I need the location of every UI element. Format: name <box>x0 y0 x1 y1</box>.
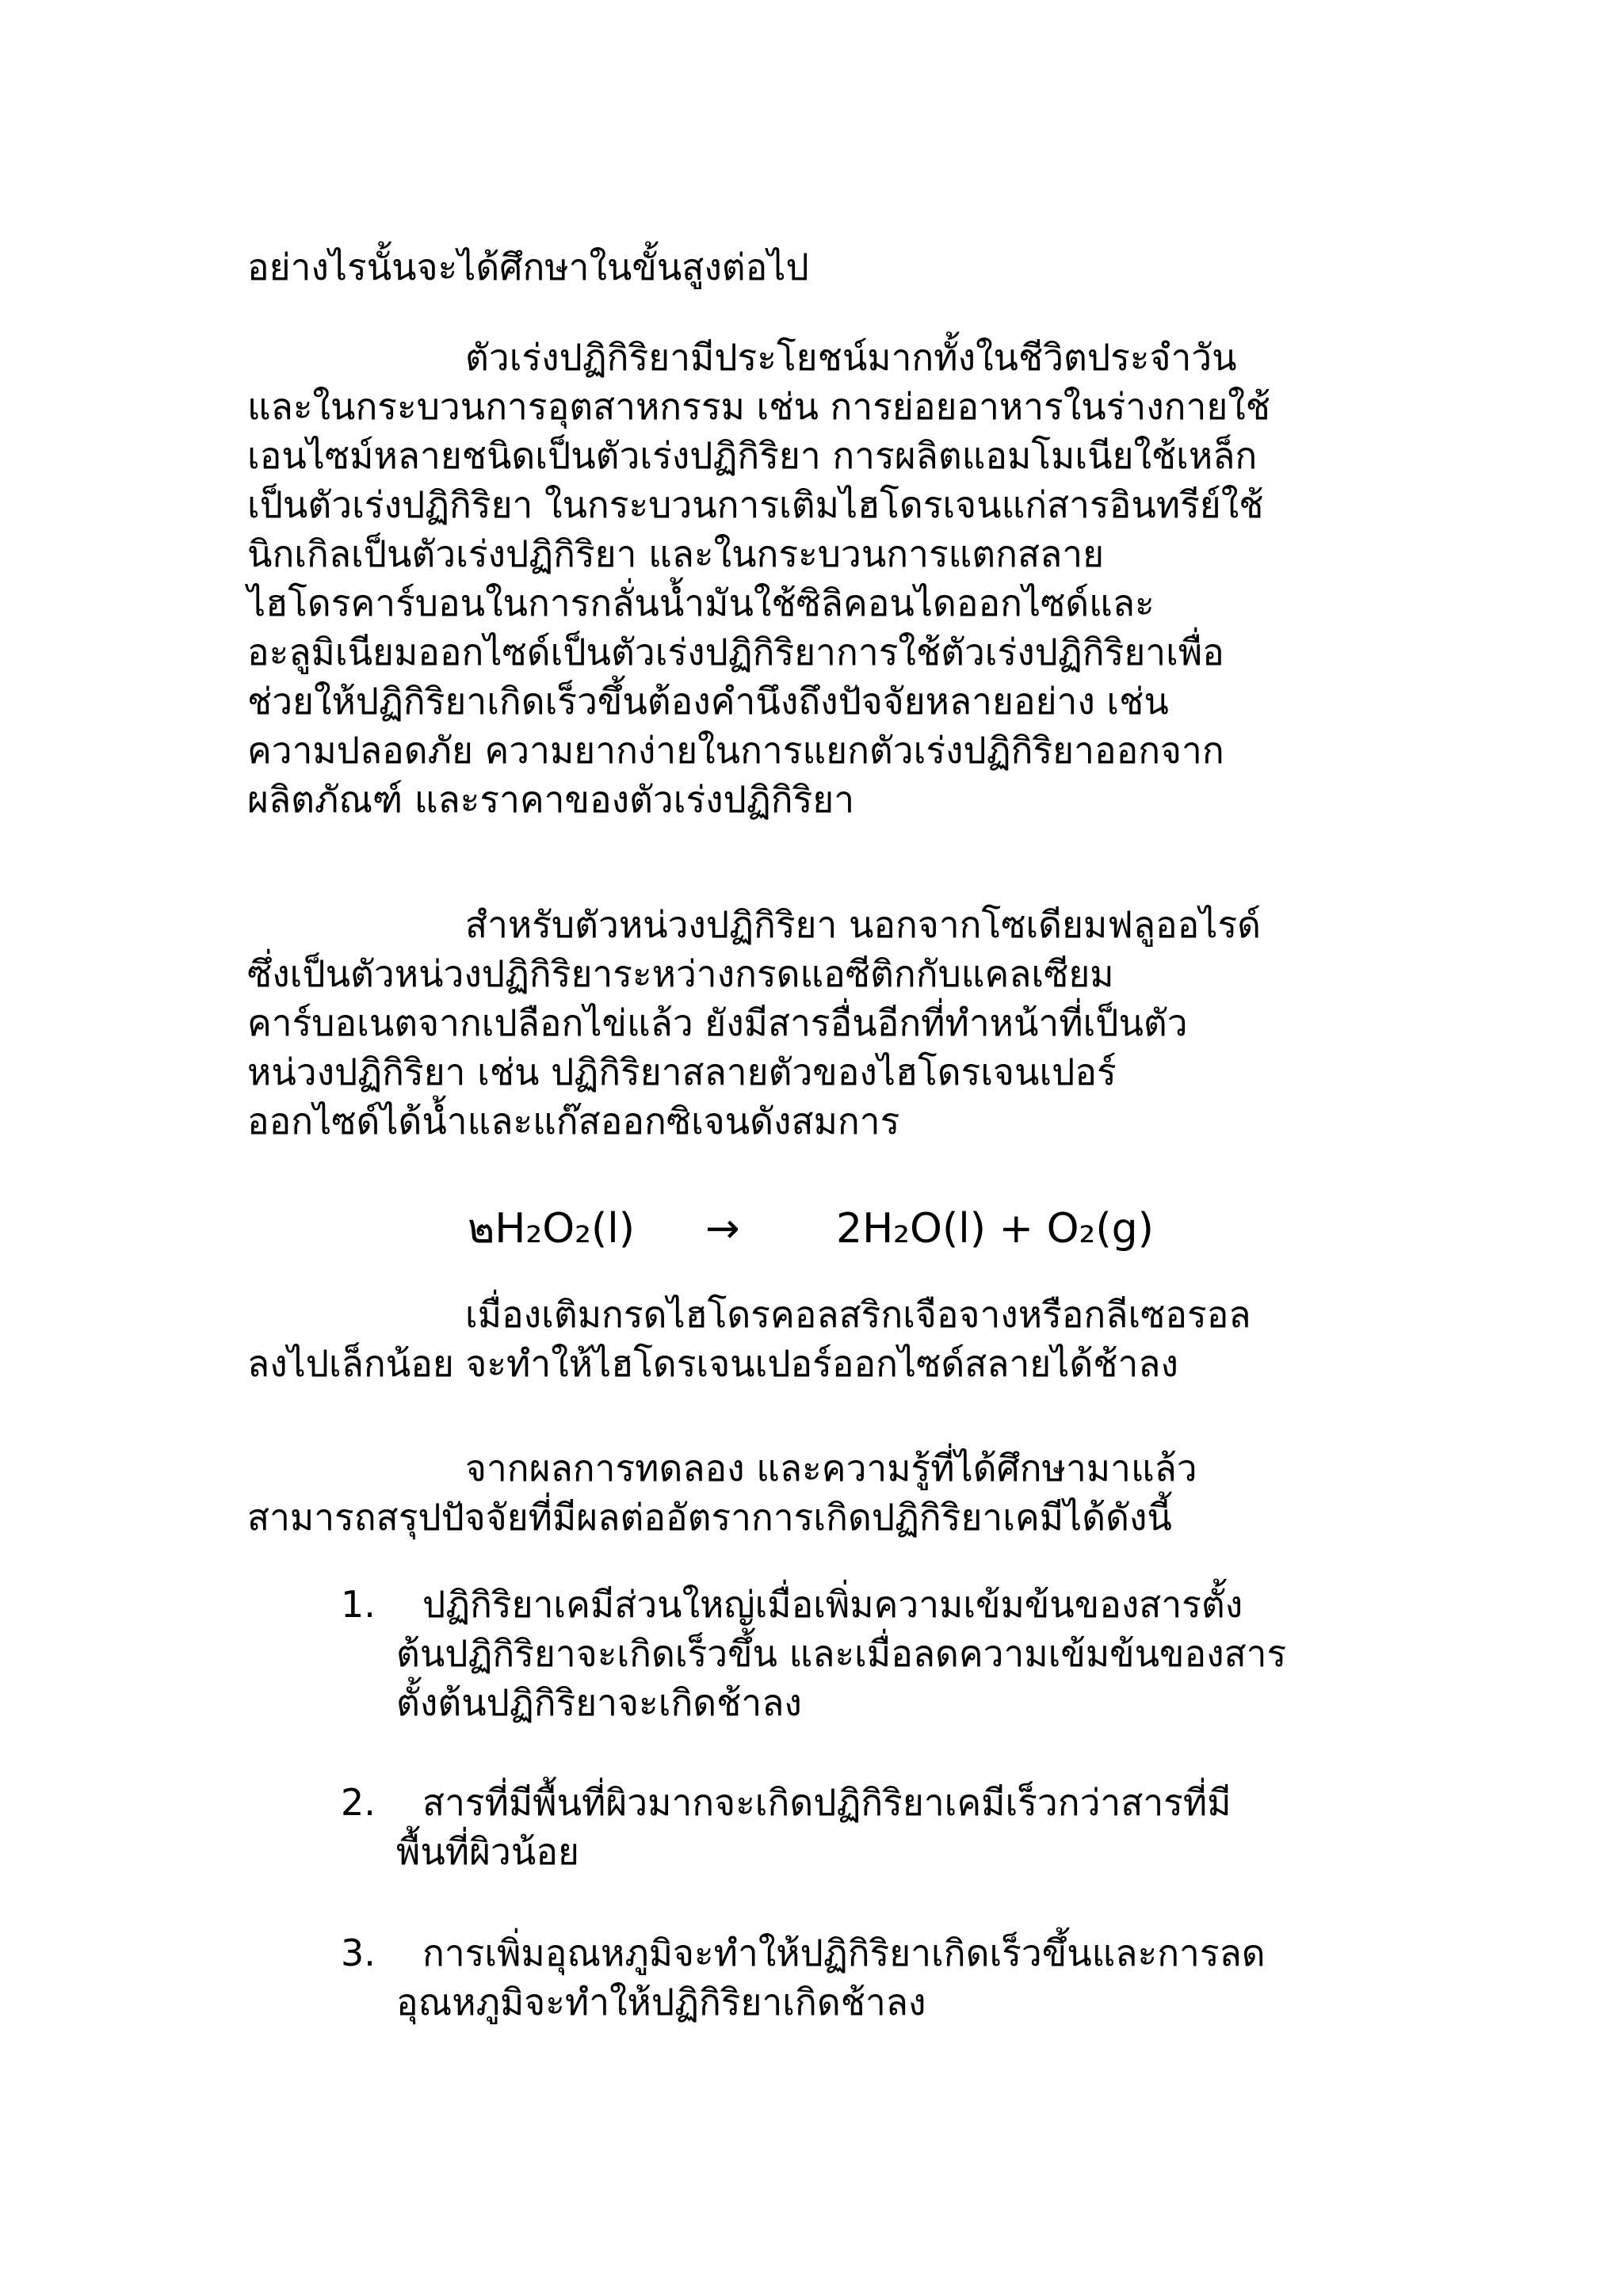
paragraph-inhibitors <box>247 900 1404 1146</box>
text-line: อุณหภูมิจะทำให้ปฏิกิริยาเกิดช้าลง <box>396 1981 926 2023</box>
text-line: นิกเกิลเป็นตัวเร่งปฏิกิริยา และในกระบวนการแตกสลาย <box>247 532 1105 575</box>
text-line: ตัวเร่งปฏิกิริยามีประโยชน์มากทั้งในชีวิตประจำวัน <box>465 336 1237 379</box>
text-line: จากผลการทดลอง และความรู้ที่ได้ศึกษามาแล้ว <box>465 1447 1197 1489</box>
list-item-text <box>396 1580 1403 1727</box>
text-line: ออกไซด์ได้น้ำและแก๊สออกซิเจนดังสมการ <box>247 1100 900 1142</box>
list-item-text <box>396 1928 1403 2027</box>
text-line: เป็นตัวเร่งปฏิกิริยา ในกระบวนการเติมไฮโดรเจนแก่สารอินทรีย์ใช้ <box>247 483 1264 526</box>
text-line: ช่วยให้ปฏิกิริยาเกิดเร็วขึ้นต้องคำนึงถึงปัจจัยหลายอย่าง เช่น <box>247 680 1169 723</box>
paragraph-catalyst-uses <box>247 333 1404 824</box>
text-line: การเพิ่มอุณหภูมิจะทำให้ปฏิกิริยาเกิดเร็วขึ้นและการลด <box>422 1932 1266 1974</box>
text-line: สำหรับตัวหน่วงปฏิกิริยา นอกจากโซเดียมฟลูออไรด์ <box>465 903 1262 946</box>
text-line: ซึ่งเป็นตัวหน่วงปฏิกิริยาระหว่างกรดแอซีติกกับแคลเซียม <box>247 952 1114 995</box>
text-line: เมื่องเติมกรดไฮโดรคอลสริกเจือจางหรือกลีเซอรอล <box>465 1293 1251 1336</box>
text-line: อะลูมิเนียมออกไซด์เป็นตัวเร่งปฏิกิริยาการใช้ตัวเร่งปฏิกิริยาเพื่อ <box>247 631 1224 673</box>
text-line: สารที่มีพื้นที่ผิวมากจะเกิดปฏิกิริยาเคมีเร็วกว่าสารที่มี <box>422 1781 1232 1824</box>
text-line: เอนไซม์หลายชนิดเป็นตัวเร่งปฏิกิริยา การผลิตแอมโมเนียใช้เหล็ก <box>247 434 1258 477</box>
paragraph-adding-acid <box>247 1290 1404 1388</box>
paragraph-continuation <box>247 242 1404 292</box>
list-number: 2. <box>341 1781 376 1824</box>
text-line: ต้นปฏิกิริยาจะเกิดเร็วขึ้น และเมื่อลดความเข้มข้นของสาร <box>396 1632 1287 1675</box>
text-line: ความปลอดภัย ความยากง่ายในการแยกตัวเร่งปฏิกิริยาออกจาก <box>247 729 1224 772</box>
text-line: อย่างไรนั้นจะได้ศึกษาในขั้นสูงต่อไป <box>247 246 809 288</box>
text-line: สามารถสรุปปัจจัยที่มีผลต่ออัตราการเกิดปฏิกิริยาเคมีได้ดังนี้ <box>247 1496 1172 1539</box>
text-line: ไฮโดรคาร์บอนในการกลั่นน้ำมันใช้ซิลิคอนไดออกไซด์และ <box>247 582 1155 624</box>
text-line: พื้นที่ผิวน้อย <box>396 1830 579 1873</box>
text-line: ผลิตภัณฑ์ และราคาของตัวเร่งปฏิกิริยา <box>247 778 855 821</box>
equation-reactant: ๒H₂O₂(l) <box>468 1205 636 1253</box>
text-line: ปฏิกิริยาเคมีส่วนใหญ่เมื่อเพิ่มความเข้มข้นของสารตั้ง <box>422 1583 1243 1626</box>
chemical-equation <box>468 1201 1154 1257</box>
text-line: คาร์บอเนตจากเปลือกไข่แล้ว ยังมีสารอื่นอีกที่ทำหน้าที่เป็นตัว <box>247 1001 1188 1044</box>
text-line: และในกระบวนการอุตสาหกรรม เช่น การย่อยอาหารในร่างกายใช้ <box>247 385 1270 428</box>
text-line: ลงไปเล็กน้อย จะทำให้ไฮโดรเจนเปอร์ออกไซด์สลายได้ช้าลง <box>247 1342 1178 1385</box>
paragraph-conclusion <box>247 1444 1404 1542</box>
list-number: 1. <box>341 1583 376 1626</box>
list-number: 3. <box>341 1932 376 1974</box>
equation-products: 2H₂O(l) + O₂(g) <box>836 1205 1154 1253</box>
text-line: ตั้งต้นปฏิกิริยาจะเกิดช้าลง <box>396 1681 802 1724</box>
list-item-text <box>396 1778 1403 1876</box>
text-line: หน่วงปฏิกิริยา เช่น ปฏิกิริยาสลายตัวของไฮโดรเจนเปอร์ <box>247 1051 1117 1093</box>
equation-arrow: → <box>705 1205 740 1253</box>
